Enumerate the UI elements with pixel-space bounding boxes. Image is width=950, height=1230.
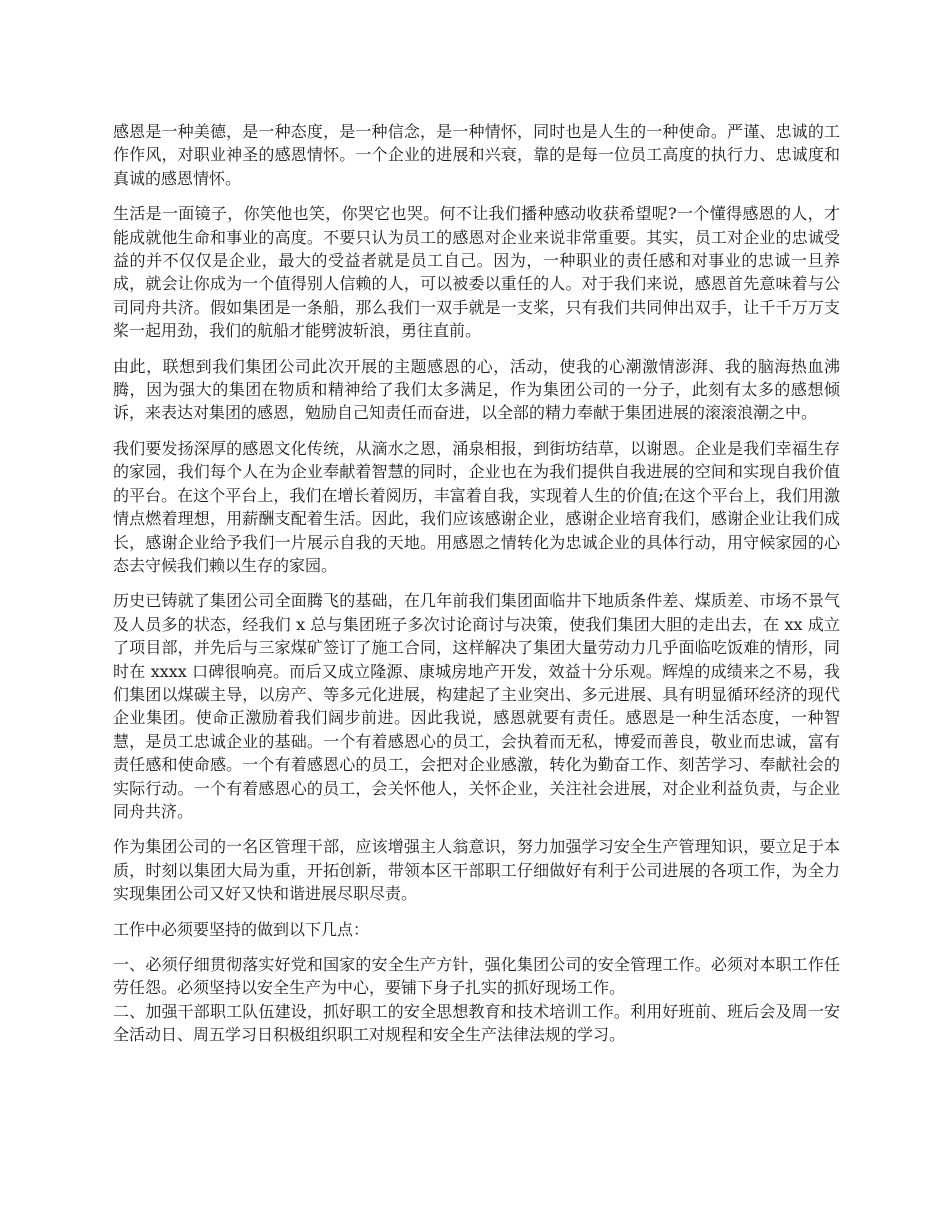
paragraph-work-points-intro: 工作中必须要坚持的做到以下几点： <box>113 919 370 939</box>
paragraph-group-history: 历史已铸就了集团公司全面腾飞的基础，在几年前我们集团面临井下地质条件差、煤质差、市场不景气及人员多的状态，经我们 x 总与集团班子多次讨论商讨与决策，使我们集团大胆的走出去，在 xx 成立了项目部，并先后与三家煤矿签订了施工合同，这样解决了集团大量劳动力几乎面临吃饭难的情形，同时在 xxxx 口碑很响亮。而后又成立隆源、康城房地产开发，效益十分乐观。辉煌的成绩来之不易，我们集团以煤碳主导，以房产、等多元化进展，构建起了主业突出、多元进展、具有明显循环经济的现代企业集团。使命正激励着我们阔步前进。因此我说，感恩就要有责任。感恩是一种生活态度，一种智慧，是员工忠诚企业的基础。一个有着感恩心的员工，会执着而无私，博爱而善良，敬业而忠诚，富有责任感和使命感。一个有着感恩心的员工，会把对企业感激，转化为勤奋工作、刻苦学习、奉献社会的实际行动。一个有着感恩心的员工，会关怀他人，关怀企业，关注社会进展，对企业利益负责，与企业同舟共济。 <box>113 591 840 821</box>
paragraph-gratitude-virtue: 感恩是一种美德，是一种态度，是一种信念，是一种情怀，同时也是人生的一种使命。严谨、忠诚的工作作风，对职业神圣的感恩情怀。一个企业的进展和兴衰，靠的是每一位员工高度的执行力、忠诚度和真诚的感恩情怀。 <box>113 122 840 188</box>
paragraph-group-activity: 由此，联想到我们集团公司此次开展的主题感恩的心，活动，使我的心潮激情澎湃、我的脑海热血沸腾，因为强大的集团在物质和精神给了我们太多满足，作为集团公司的一分子，此刻有太多的感想倾诉，来表达对集团的感恩，勉励自己知责任而奋进，以全部的精力奉献于集团进展的滚滚浪潮之中。 <box>113 356 840 423</box>
paragraph-life-mirror: 生活是一面镜子，你笑他也笑，你哭它也哭。何不让我们播种感动收获希望呢?一个懂得感恩的人，才能成就他生命和事业的高度。不要只认为员工的感恩对企业来说非常重要。其实，员工对企业的忠诚受益的并不仅仅是企业，最大的受益者就是员工自己。因为，一种职业的责任感和对事业的忠诚一旦养成，就会让你成为一个值得别人信赖的人，可以被委以重任的人。对于我们来说，感恩首先意味着与公司同舟共济。假如集团是一条船，那么我们一双手就是一支桨，只有我们共同伸出双手，让千千万万支桨一起用劲，我们的航船才能劈波斩浪，勇往直前。 <box>113 204 840 341</box>
list-item-point-one: 一、必须仔细贯彻落实好党和国家的安全生产方针，强化集团公司的安全管理工作。必须对本职工作任劳任怨。必须坚持以安全生产为中心，要铺下身子扎实的抓好现场工作。 <box>113 955 840 998</box>
list-item-point-two: 二、加强干部职工队伍建设，抓好职工的安全思想教育和技术培训工作。利用好班前、班后会及周一安全活动日、周五学习日积极组织职工对规程和安全生产法律法规的学习。 <box>113 1001 840 1045</box>
paragraph-gratitude-culture: 我们要发扬深厚的感恩文化传统，从滴水之恩，涌泉相报，到街坊结草，以谢恩。企业是我们幸福生存的家园，我们每个人在为企业奉献着智慧的同时，企业也在为我们提供自我进展的空间和实现自我价值的平台。在这个平台上，我们在增长着阅历，丰富着自我，实现着人生的价值;在这个平台上，我们用激情点燃着理想，用薪酬支配着生活。因此，我们应该感谢企业，感谢企业培育我们，感谢企业让我们成长，感谢企业给予我们一片展示自我的天地。用感恩之情转化为忠诚企业的具体行动，用守候家园的心态去守候我们赖以生存的家园。 <box>113 438 840 575</box>
paragraph-manager-role: 作为集团公司的一名区管理干部，应该增强主人翁意识，努力加强学习安全生产管理知识，要立足于本质，时刻以集团大局为重，开拓创新，带领本区干部职工仔细做好有利于公司进展的各项工作，为全力实现集团公司又好又快和谐进展尽职尽责。 <box>113 837 840 904</box>
document-body <box>113 120 840 1047</box>
